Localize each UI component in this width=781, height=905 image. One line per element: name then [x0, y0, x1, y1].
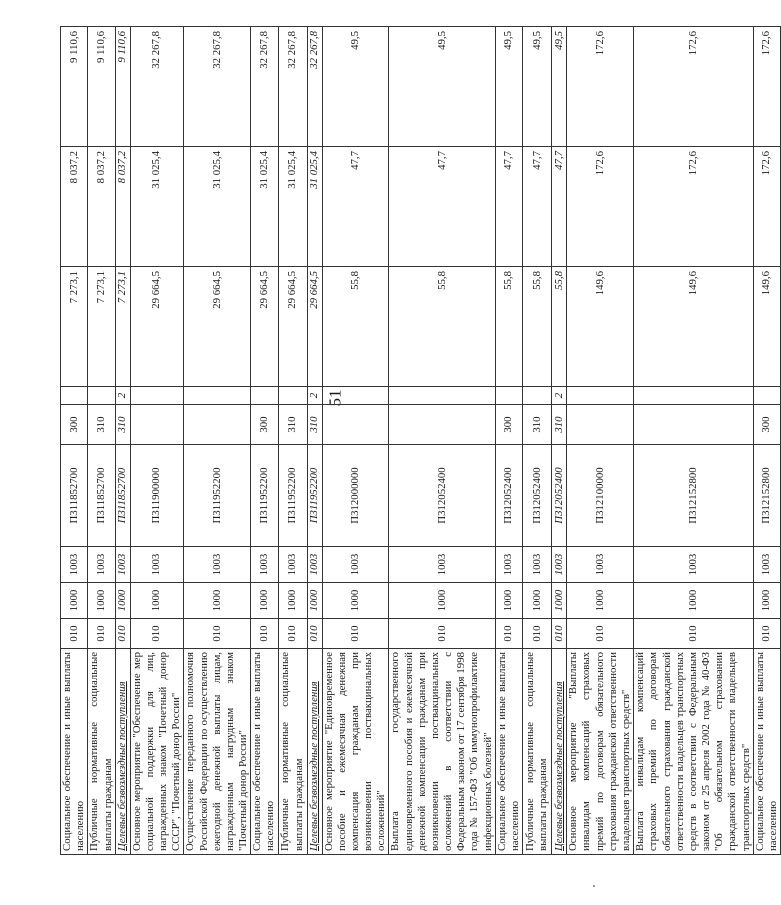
amount-year-1: 29 664,5: [130, 267, 184, 387]
target-article-code: П311952200: [278, 445, 307, 547]
admin-code: 010: [495, 619, 522, 649]
subsidy-marker: [634, 387, 754, 405]
subsection-code: 1003: [130, 547, 184, 583]
expense-type-code: [184, 405, 251, 445]
amount-year-1: 55,8: [495, 267, 522, 387]
table-row: [61, 27, 88, 855]
amount-year-2: 31 025,4: [307, 147, 322, 267]
amount-year-1: 55,8: [389, 267, 495, 387]
amount-year-1: 29 664,5: [184, 267, 251, 387]
section-code: 1000: [61, 583, 88, 619]
section-code: 1000: [278, 583, 307, 619]
table-body: [61, 27, 781, 855]
amount-year-2: 31 025,4: [184, 147, 251, 267]
expense-type-code: 310: [552, 405, 567, 445]
table-row: [88, 27, 115, 855]
row-name: Социальное обеспечение и иные выплаты населению: [753, 649, 780, 855]
table-row: [115, 27, 130, 855]
expense-type-code: [567, 405, 634, 445]
section-code: 1000: [567, 583, 634, 619]
target-article-code: П312000000: [322, 445, 389, 547]
target-article-code: П312052400: [389, 445, 495, 547]
table-row: [634, 27, 754, 855]
section-code: 1000: [322, 583, 389, 619]
admin-code: 010: [634, 619, 754, 649]
amount-year-1: 29 664,5: [278, 267, 307, 387]
amount-year-3: 49,5: [495, 27, 522, 147]
row-name: Основное мероприятие "Единовременное пособие и ежемесячная денежная компенсация гражданам при возникновении поствакцинальных осложнений": [322, 649, 389, 855]
amount-year-3: 172,6: [634, 27, 754, 147]
target-article-code: П312052400: [523, 445, 552, 547]
amount-year-2: 8 037,2: [115, 147, 130, 267]
table-row: [251, 27, 278, 855]
amount-year-3: 32 267,8: [307, 27, 322, 147]
amount-year-1: 149,6: [753, 267, 780, 387]
amount-year-3: 172,6: [753, 27, 780, 147]
amount-year-1: 149,6: [567, 267, 634, 387]
subsection-code: 1003: [567, 547, 634, 583]
amount-year-3: 49,5: [389, 27, 495, 147]
table-row: [495, 27, 522, 855]
section-code: 1000: [184, 583, 251, 619]
target-article-code: П311852700: [88, 445, 115, 547]
rotated-budget-table: [60, 27, 779, 855]
table-row: [552, 27, 567, 855]
section-code: 1000: [552, 583, 567, 619]
admin-code: 010: [389, 619, 495, 649]
subsection-code: 1003: [278, 547, 307, 583]
amount-year-1: 7 273,1: [115, 267, 130, 387]
admin-code: 010: [88, 619, 115, 649]
section-code: 1000: [130, 583, 184, 619]
expense-type-code: [389, 405, 495, 445]
section-code: 1000: [115, 583, 130, 619]
subsection-code: 1003: [634, 547, 754, 583]
amount-year-1: 7 273,1: [61, 267, 88, 387]
target-article-code: П311952200: [184, 445, 251, 547]
row-name: Социальное обеспечение и иные выплаты населению: [251, 649, 278, 855]
expense-type-code: [130, 405, 184, 445]
amount-year-3: 172,6: [567, 27, 634, 147]
subsidy-marker: [567, 387, 634, 405]
subsidy-marker: [322, 387, 389, 405]
expense-type-code: [322, 405, 389, 445]
admin-code: 010: [251, 619, 278, 649]
admin-code: 010: [567, 619, 634, 649]
amount-year-3: 49,5: [523, 27, 552, 147]
section-code: 1000: [523, 583, 552, 619]
admin-code: 010: [130, 619, 184, 649]
subsidy-marker: [495, 387, 522, 405]
row-name: Целевые безвозмездные поступления: [115, 649, 130, 855]
row-name: Социальное обеспечение и иные выплаты населению: [495, 649, 522, 855]
amount-year-1: 55,8: [552, 267, 567, 387]
table-row: [307, 27, 322, 855]
amount-year-2: 47,7: [389, 147, 495, 267]
subsection-code: 1003: [552, 547, 567, 583]
amount-year-3: 32 267,8: [130, 27, 184, 147]
subsection-code: 1003: [389, 547, 495, 583]
amount-year-3: 9 110,6: [61, 27, 88, 147]
expense-type-code: 310: [88, 405, 115, 445]
target-article-code: П312100000: [567, 445, 634, 547]
admin-code: 010: [523, 619, 552, 649]
subsidy-marker: 2: [115, 387, 130, 405]
target-article-code: П312052400: [495, 445, 522, 547]
target-article-code: П311900000: [130, 445, 184, 547]
amount-year-3: 32 267,8: [251, 27, 278, 147]
section-code: 1000: [88, 583, 115, 619]
row-name: Социальное обеспечение и иные выплаты населению: [61, 649, 88, 855]
expense-type-code: 300: [61, 405, 88, 445]
amount-year-1: 149,6: [634, 267, 754, 387]
admin-code: 010: [61, 619, 88, 649]
amount-year-1: 29 664,5: [307, 267, 322, 387]
subsection-code: 1003: [251, 547, 278, 583]
amount-year-2: 172,6: [567, 147, 634, 267]
budget-table: [60, 26, 781, 855]
section-code: 1000: [495, 583, 522, 619]
target-article-code: П311852700: [115, 445, 130, 547]
section-code: 1000: [251, 583, 278, 619]
section-code: 1000: [307, 583, 322, 619]
subsidy-marker: 2: [307, 387, 322, 405]
table-row: [130, 27, 184, 855]
amount-year-2: 172,6: [634, 147, 754, 267]
amount-year-3: 9 110,6: [115, 27, 130, 147]
amount-year-2: 47,7: [495, 147, 522, 267]
subsection-code: 1003: [61, 547, 88, 583]
amount-year-2: 172,6: [753, 147, 780, 267]
expense-type-code: 310: [307, 405, 322, 445]
table-row: [523, 27, 552, 855]
amount-year-1: 29 664,5: [251, 267, 278, 387]
subsidy-marker: [88, 387, 115, 405]
target-article-code: П312052400: [552, 445, 567, 547]
amount-year-1: 7 273,1: [88, 267, 115, 387]
page-number: 51: [325, 389, 345, 407]
amount-year-3: 49,5: [552, 27, 567, 147]
row-name: Выплата инвалидам компенсаций страховых премий по договорам обязательного страхования гражданской ответственности владельцев транспортных средств в соответствии с Федеральным законом от 25 апреля 2002 года № 40-ФЗ "Об обязательном страховании гражданской ответственности владельцев транспортных средств": [634, 649, 754, 855]
amount-year-3: 9 110,6: [88, 27, 115, 147]
subsidy-marker: [753, 387, 780, 405]
subsidy-marker: [523, 387, 552, 405]
target-article-code: П311852700: [61, 445, 88, 547]
amount-year-3: 49,5: [322, 27, 389, 147]
amount-year-2: 47,7: [552, 147, 567, 267]
row-name: Осуществление переданного полномочия Российской Федерации по осуществлению ежегодной денежной выплаты лицам, награжденным нагрудным знаком "Почетный донор России": [184, 649, 251, 855]
admin-code: 010: [322, 619, 389, 649]
expense-type-code: 310: [278, 405, 307, 445]
section-code: 1000: [389, 583, 495, 619]
scan-speck: [593, 885, 595, 887]
section-code: 1000: [634, 583, 754, 619]
table-row: [567, 27, 634, 855]
subsection-code: 1003: [115, 547, 130, 583]
subsidy-marker: [130, 387, 184, 405]
table-row: [278, 27, 307, 855]
row-name: Публичные нормативные социальные выплаты гражданам: [278, 649, 307, 855]
expense-type-code: 300: [495, 405, 522, 445]
subsidy-marker: [389, 387, 495, 405]
amount-year-2: 47,7: [523, 147, 552, 267]
expense-type-code: [634, 405, 754, 445]
admin-code: 010: [115, 619, 130, 649]
admin-code: 010: [552, 619, 567, 649]
admin-code: 010: [753, 619, 780, 649]
subsection-code: 1003: [88, 547, 115, 583]
subsection-code: 1003: [184, 547, 251, 583]
row-name: Публичные нормативные социальные выплаты гражданам: [88, 649, 115, 855]
expense-type-code: 310: [115, 405, 130, 445]
subsidy-marker: [61, 387, 88, 405]
row-name: Целевые безвозмездные поступления: [307, 649, 322, 855]
amount-year-2: 31 025,4: [130, 147, 184, 267]
subsection-code: 1003: [753, 547, 780, 583]
target-article-code: П311952200: [251, 445, 278, 547]
table-row: [322, 27, 389, 855]
target-article-code: П311952200: [307, 445, 322, 547]
expense-type-code: 300: [753, 405, 780, 445]
row-name: Основное мероприятие "Обеспечение мер социальной поддержки для лиц, награжденных знаком "Почетный донор СССР", "Почетный донор России": [130, 649, 184, 855]
row-name: Выплата государственного единовременного пособия и ежемесячной денежной компенсации гражданам при возникновении поствакцинальных осложнений в соответствии с Федеральным законом от 17 сентября 1998 года № 157-ФЗ "Об иммунопрофилактике инфекционных болезней": [389, 649, 495, 855]
subsection-code: 1003: [495, 547, 522, 583]
amount-year-2: 31 025,4: [251, 147, 278, 267]
subsidy-marker: [251, 387, 278, 405]
amount-year-1: 55,8: [523, 267, 552, 387]
amount-year-2: 8 037,2: [61, 147, 88, 267]
expense-type-code: 310: [523, 405, 552, 445]
table-row: [184, 27, 251, 855]
subsection-code: 1003: [307, 547, 322, 583]
table-row: [389, 27, 495, 855]
amount-year-2: 8 037,2: [88, 147, 115, 267]
amount-year-2: 47,7: [322, 147, 389, 267]
amount-year-3: 32 267,8: [278, 27, 307, 147]
table-row: [753, 27, 780, 855]
row-name: Публичные нормативные социальные выплаты гражданам: [523, 649, 552, 855]
expense-type-code: 300: [251, 405, 278, 445]
amount-year-3: 32 267,8: [184, 27, 251, 147]
subsection-code: 1003: [322, 547, 389, 583]
row-name: Целевые безвозмездные поступления: [552, 649, 567, 855]
target-article-code: П312152800: [753, 445, 780, 547]
row-name: Основное мероприятие "Выплаты инвалидам компенсаций страховых премий по договорам обязательного страхования гражданской ответственности владельцев транспортных средств": [567, 649, 634, 855]
amount-year-1: 55,8: [322, 267, 389, 387]
subsection-code: 1003: [523, 547, 552, 583]
amount-year-2: 31 025,4: [278, 147, 307, 267]
subsidy-marker: [184, 387, 251, 405]
admin-code: 010: [184, 619, 251, 649]
admin-code: 010: [278, 619, 307, 649]
target-article-code: П312152800: [634, 445, 754, 547]
section-code: 1000: [753, 583, 780, 619]
admin-code: 010: [307, 619, 322, 649]
subsidy-marker: 2: [552, 387, 567, 405]
subsidy-marker: [278, 387, 307, 405]
